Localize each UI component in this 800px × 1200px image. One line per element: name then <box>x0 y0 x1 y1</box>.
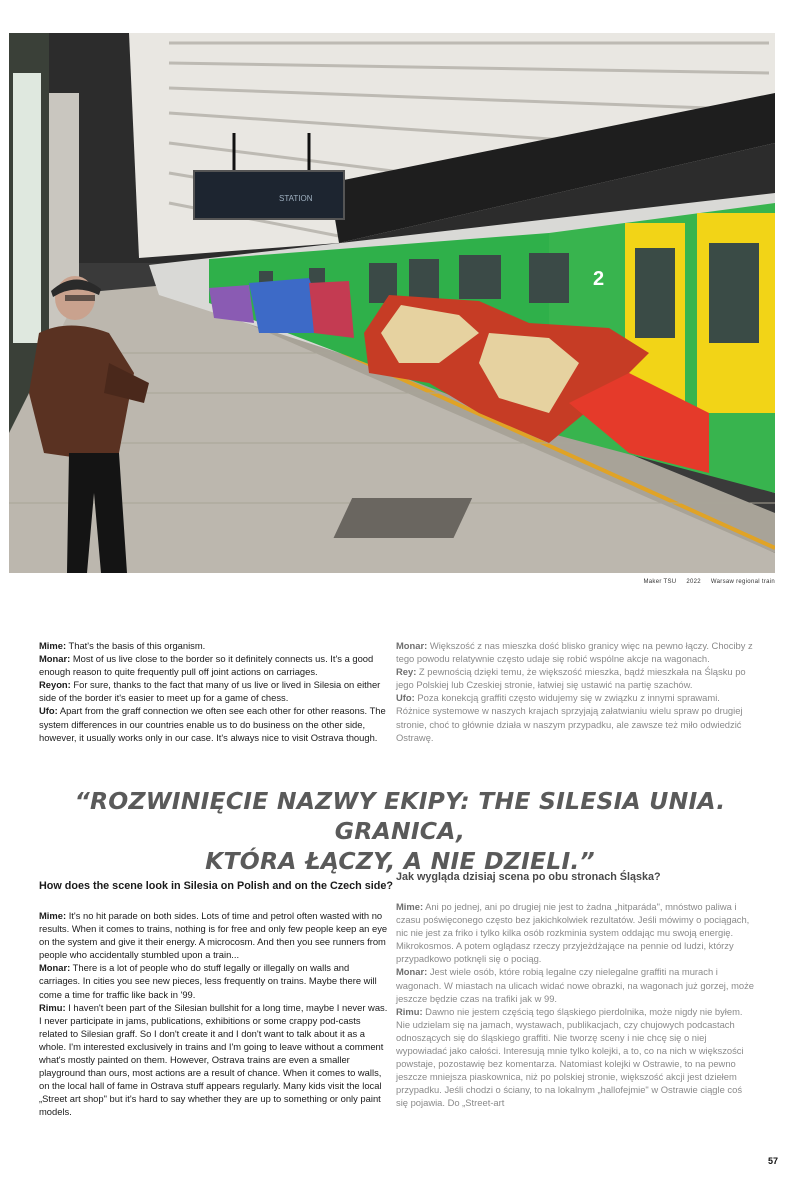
section2-pl-para: Mime: Ani po jednej, ani po drugiej nie jest to żadna „hitparáda", mnóstwo paliwa i czasu poświęconego często bez jakichkolwiek rezultatów. Jeśli mówimy o pociągach, nic nie jest za friko i tylko kilka osób rozkminia system oddając mu swoją energię. Mikrokosmos. A potem oglądasz rzeczy przyjeżdżające na pennie od ludzi, którzy przypadkowo potknęli się o pociąg. <box>396 901 750 965</box>
section2-pl-para: Rimu: Dawno nie jestem częścią tego śląskiego pierdolnika, może nigdy nie byłem. Nie udzielam się na jamach, wystawach, publikacjach, czy chujowych podcastach odnoszących się do śląskiego graffiti. Nie tworzę sceny i nie chcę się o niej wypowiadać jako całości. Interesują mnie tylko kolejki, a to, co na nich w większości powstaje, pozostawię bez komentarza. Natomiast kolejki w Ostrawie, to na pewno jeszcze mniejsza piaskownica, niż po polskiej stronie, większość akcji jest dziełem przypadku. Jeśli chodzi o ściany, to na lokalnym „hallofejmie" w Ostrawie ciągle coś się pojawia. Do „Street-art <box>396 1005 744 1109</box>
station-sign <box>194 171 344 219</box>
section1-polish-column <box>396 639 756 744</box>
car-number: 2 <box>593 268 605 290</box>
section2-en-para: Monar: There is a lot of people who do stuff legally or illegally on walls and carriages. In cities you see new pieces, less frequently on trains. Maybe there will come a time for traffic like back in '99. <box>39 962 377 1000</box>
section1-english-column <box>39 639 391 744</box>
section1-pl-para: Ufo: Poza konekcją graffiti często widujemy się w związku z innymi sprawami. Różnice systemowe w naszych krajach sprzyjają załatwianiu wielu spraw po drugiej stronie, choć to głównie działa w naszym przypadku, ale zawsze też miło odwiedzić Ostrawę. <box>396 692 743 743</box>
pull-quote-line: KTÓRA ŁĄCZY, A NIE DZIELI.” <box>205 847 595 875</box>
section2-pl-para: Monar: Jest wiele osób, które robią legalne czy nielegalne graffiti na murach i wagonach. W miastach na ulicach widać nowe obrazki, na wagonach już gorzej, może jeszcze będzie czas na trafiki jak w 99. <box>396 966 754 1004</box>
question-heading-polish: Jak wygląda dzisiaj scena po obu stronach Śląska? <box>396 871 661 883</box>
section2-polish-column <box>396 900 756 1110</box>
section2-en-para: Rimu: I haven't been part of the Silesian bullshit for a long time, maybe I never was. I never participate in jams, publications, exhibitions or some crappy pod-casts related to Silesian graff. So I don't create it and I don't want to talk about it as a whole. I'm interested exclusively in trains and I'm going to leave without a comment what's mostly painted on them. However, Ostrava trains are even a smaller playground than ours, most actions are a result of chance. When it comes to walls, on the local hall of fame in Ostrava stuff appears regularly. Many kids visit the local „Street art shop" but it's hard to say whether they are up to something or only paint models. <box>39 1001 388 1118</box>
train-photo-illustration <box>9 33 775 573</box>
question-heading-english: How does the scene look in Silesia on Polish and on the Czech side? <box>39 880 393 892</box>
train-photo <box>9 33 775 573</box>
photo-caption <box>635 579 775 585</box>
section1-en-para: Monar: Most of us live close to the border so it definitely connects us. It's a good enough reason to quite frequently pull off joint actions on carriages. <box>39 653 374 678</box>
section1-en-para: Reyon: For sure, thanks to the fact that many of us live or lived in Silesia on either side of the border it's easier to meet up for a game of chess. <box>39 679 381 704</box>
section1-pl-para: Rey: Z pewnością dzięki temu, że większość mieszka, bądź mieszkała na Śląsku po jego Polskiej lub Czeskiej stronie, łatwiej się ustawić na partię szachów. <box>396 666 746 691</box>
station-sign-text: STATION <box>279 194 313 203</box>
page-number: 57 <box>767 1156 778 1166</box>
section1-en-para: Ufo: Apart from the graff connection we often see each other for other reasons. The system differences in our countries enable us to do business on the other side, however, it usually works only in our case. It's always nice to visit Ostrava though. <box>39 705 386 743</box>
caption-year: 2022 <box>686 579 701 585</box>
pull-quote-line: “ROZWINIĘCIE NAZWY EKIPY: THE SILESIA UNIA. GRANICA, <box>74 787 726 845</box>
caption-place: Warsaw regional train <box>710 579 775 585</box>
section1-pl-para: Monar: Większość z nas mieszka dość blisko granicy więc na pewno łączy. Chociby z tego powodu relatywnie często udaje się robić wspólne akcje na wagonach. <box>396 640 753 665</box>
section2-english-column <box>39 909 391 1119</box>
section2-en-para: Mime: It's no hit parade on both sides. Lots of time and petrol often wasted with no results. When it comes to trains, nothing is for free and only few people keep an eye on the system and give it their energy. A microcosm. And then you see runners from people who accidentally stumbled upon a train... <box>39 910 388 961</box>
caption-writer: Maker TSU <box>643 579 677 585</box>
section1-en-para: Mime: That's the basis of this organism. <box>39 640 206 651</box>
pull-quote <box>30 786 770 876</box>
